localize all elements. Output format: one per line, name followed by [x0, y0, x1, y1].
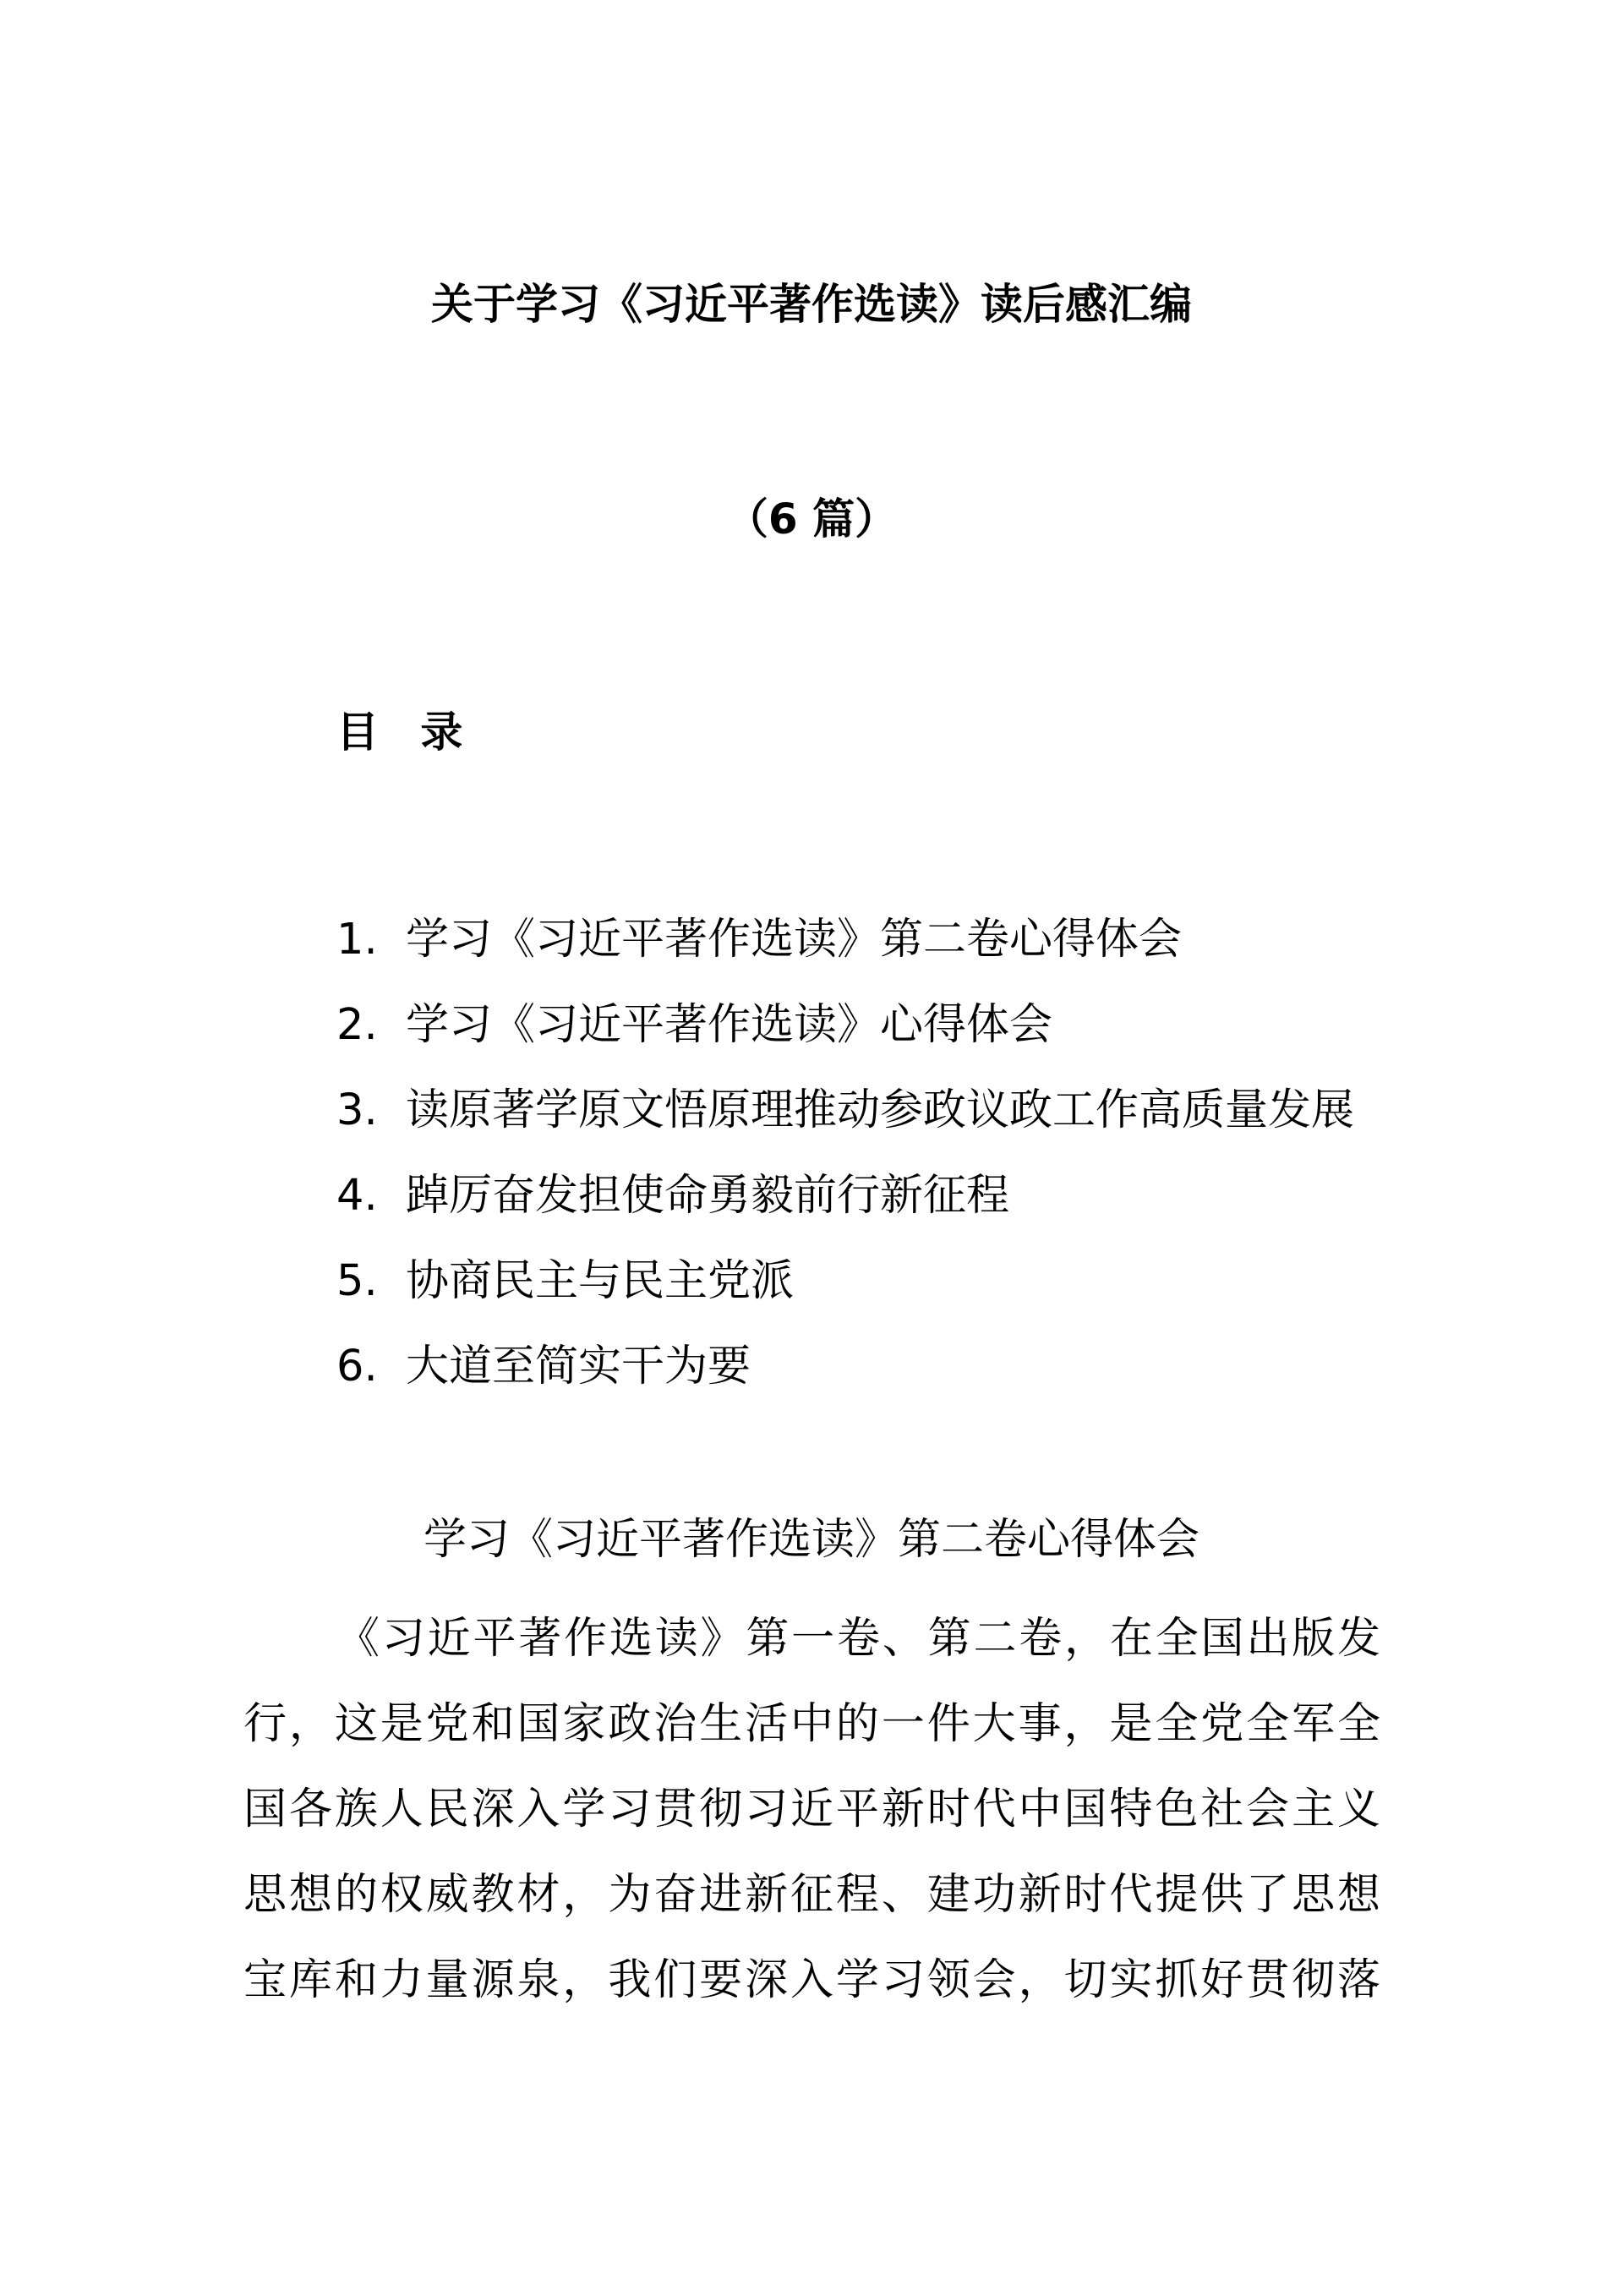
toc-item-label: 协商民主与民主党派 — [406, 1256, 795, 1306]
body-line: 国各族人民深入学习贯彻习近平新时代中国特色社会主义 — [243, 1785, 1380, 1834]
toc-item — [336, 1167, 1354, 1253]
toc-item — [336, 1253, 1354, 1338]
toc-item-number: 1. — [336, 915, 378, 965]
body-paragraph — [243, 1596, 1380, 2023]
toc-item — [336, 1082, 1354, 1167]
table-of-contents — [336, 911, 1354, 1424]
body-line: 宝库和力量源泉，我们要深入学习领会，切实抓好贯彻落 — [243, 1955, 1380, 2005]
body-line: 《习近平著作选读》第一卷、第二卷，在全国出版发 — [336, 1614, 1380, 1664]
toc-item-label: 踔厉奋发担使命勇毅前行新征程 — [406, 1171, 1010, 1221]
section-heading: 学习《习近平著作选读》第二卷心得体会 — [423, 1515, 1199, 1565]
toc-item — [336, 911, 1354, 997]
toc-item-label: 学习《习近平著作选读》第二卷心得体会 — [406, 915, 1183, 965]
document-title: 关于学习《习近平著作选读》读后感汇编 — [431, 280, 1192, 329]
toc-heading: 目 录 — [336, 708, 477, 757]
toc-item-label: 读原著学原文悟原理推动参政议政工作高质量发展 — [406, 1085, 1355, 1135]
body-line: 思想的权威教材，为奋进新征程、建功新时代提供了思想 — [243, 1870, 1380, 1920]
toc-item-number: 2. — [336, 1000, 378, 1050]
body-line: 行，这是党和国家政治生活中的一件大事，是全党全军全 — [243, 1699, 1380, 1749]
toc-item-number: 3. — [336, 1085, 378, 1135]
toc-item — [336, 997, 1354, 1082]
toc-item-number: 4. — [336, 1171, 378, 1221]
toc-item — [336, 1338, 1354, 1424]
document-subtitle: （6 篇） — [725, 495, 898, 544]
toc-item-number: 6. — [336, 1342, 378, 1391]
toc-item-number: 5. — [336, 1256, 378, 1306]
toc-item-label: 大道至简实干为要 — [406, 1342, 751, 1391]
toc-item-label: 学习《习近平著作选读》心得体会 — [406, 1000, 1053, 1050]
